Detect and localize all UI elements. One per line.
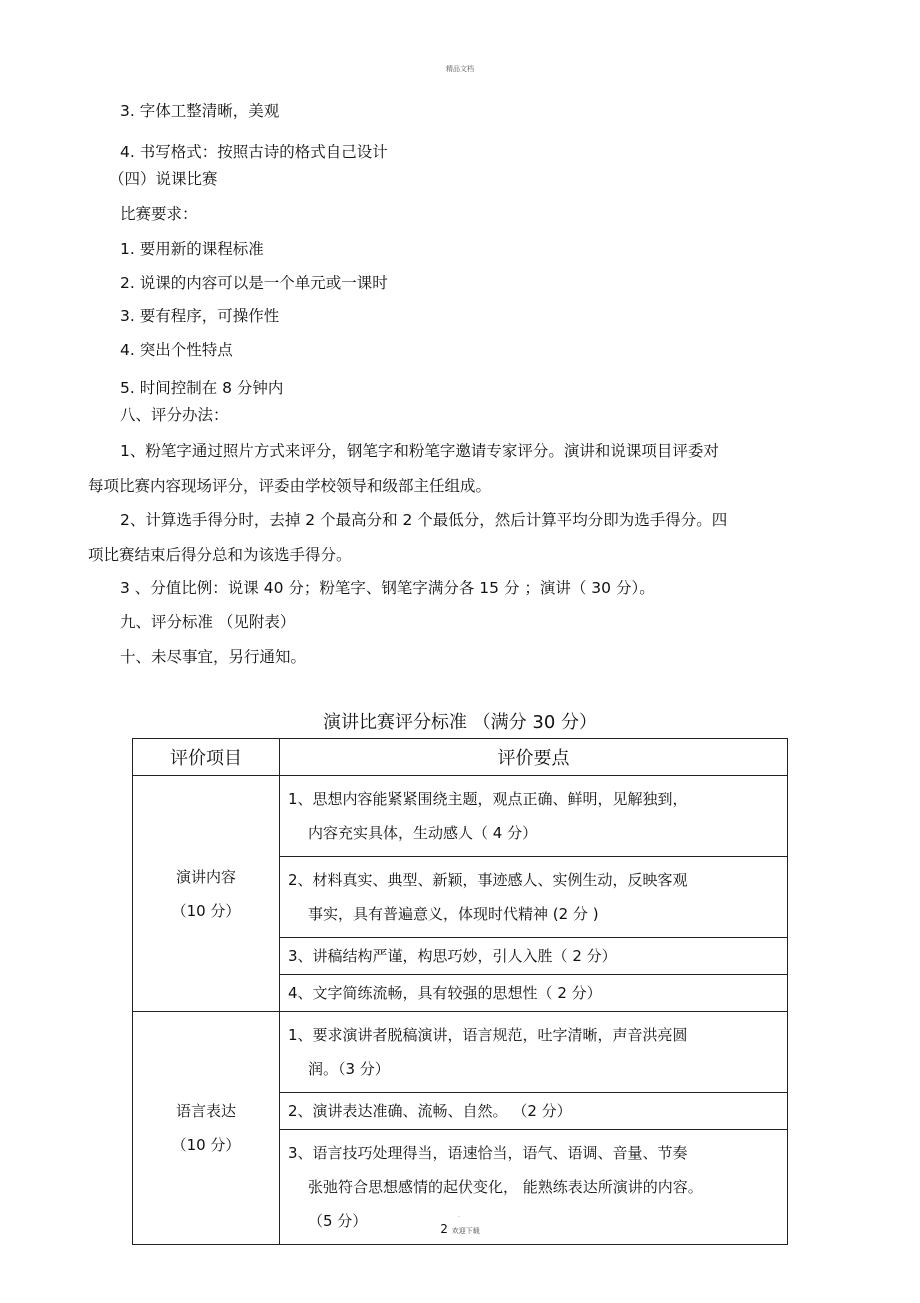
section-heading: 八、评分办法： (120, 406, 229, 424)
text-line: 1、粉笔字通过照片方式来评分，钢笔字和粉笔字邀请专家评分。演讲和说课项目评委对 (120, 442, 719, 460)
text-line: 5. 时间控制在 8 分钟内 (120, 379, 284, 397)
text-line: 4. 突出个性特点 (120, 341, 233, 359)
column-header: 评价项目 (133, 739, 280, 776)
criterion-text: 3、语言技巧处理得当，语速恰当，语气、语调、音量、节奏 (288, 1144, 688, 1162)
table-title: 演讲比赛评分标准 （满分 30 分） (322, 712, 598, 733)
footer-dot: . (458, 1212, 460, 1219)
criterion-text: 3、讲稿结构严谨，构思巧妙，引人入胜（ 2 分） (288, 947, 617, 965)
table-row (133, 1012, 788, 1093)
section-heading: （四）说课比赛 (109, 170, 218, 188)
category-cell (133, 1012, 280, 1245)
text-line: 项比赛结束后得分总和为该选手得分。 (88, 546, 352, 564)
criterion-cell (280, 1093, 788, 1130)
criterion-cell (280, 1012, 788, 1093)
table-row (133, 776, 788, 857)
criterion-text: 1、思想内容能紧紧围绕主题，观点正确、鲜明，见解独到， (288, 790, 688, 808)
page-footer (0, 1222, 920, 1236)
criterion-cell (280, 776, 788, 857)
page-number: 2 (440, 1222, 448, 1236)
category-cell (133, 776, 280, 1012)
table-header-row (133, 739, 788, 776)
criterion-cell (280, 857, 788, 938)
criterion-cell (280, 975, 788, 1012)
text-line: 3 、分值比例：说课 40 分；粉笔字、钢笔字满分各 15 分 ；演讲（ 30 分）。 (120, 579, 655, 597)
text-line: 4. 书写格式：按照古诗的格式自己设计 (120, 143, 388, 161)
criterion-text: 润。（3 分） (308, 1060, 390, 1078)
category-score: （10 分） (171, 901, 241, 920)
text-line: 比赛要求： (120, 205, 198, 223)
criterion-text: 4、文字简练流畅，具有较强的思想性（ 2 分） (288, 984, 602, 1002)
section-heading: 九、评分标准 （见附表） (120, 613, 296, 631)
text-line: 2、计算选手得分时，去掉 2 个最高分和 2 个最低分，然后计算平均分即为选手得分。四 (120, 511, 728, 529)
text-line: 2. 说课的内容可以是一个单元或一课时 (120, 274, 388, 292)
criterion-text: 1、要求演讲者脱稿演讲，语言规范，吐字清晰，声音洪亮圆 (288, 1026, 688, 1044)
column-header: 评价要点 (280, 739, 788, 776)
text-line: 3. 要有程序，可操作性 (120, 307, 280, 325)
criterion-cell (280, 938, 788, 975)
criterion-text: 内容充实具体，生动感人（ 4 分） (308, 824, 538, 842)
header-watermark: 精品文档 (446, 65, 474, 73)
criterion-text: 事实，具有普遍意义，体现时代精神 (2 分 ) (308, 905, 599, 923)
text-line: 1. 要用新的课程标准 (120, 240, 264, 258)
criterion-text: （5 分） (308, 1212, 368, 1230)
text-line: 3. 字体工整清晰，美观 (120, 102, 280, 120)
category-score: （10 分） (171, 1136, 241, 1154)
footer-label: 欢迎下载 (451, 1227, 480, 1235)
text-line: 每项比赛内容现场评分，评委由学校领导和级部主任组成。 (88, 477, 492, 495)
section-heading: 十、未尽事宜，另行通知。 (120, 648, 307, 666)
criterion-text: 张弛符合思想感情的起伏变化， 能熟练表达所演讲的内容。 (308, 1178, 703, 1196)
criterion-text: 2、演讲表达准确、流畅、自然。 （2 分） (288, 1102, 572, 1120)
category-name: 语言表达 (175, 1102, 236, 1120)
criterion-text: 2、材料真实、典型、新颖，事迹感人、实例生动，反映客观 (288, 871, 688, 889)
category-name: 演讲内容 (175, 867, 236, 886)
scoring-table (132, 738, 788, 1245)
